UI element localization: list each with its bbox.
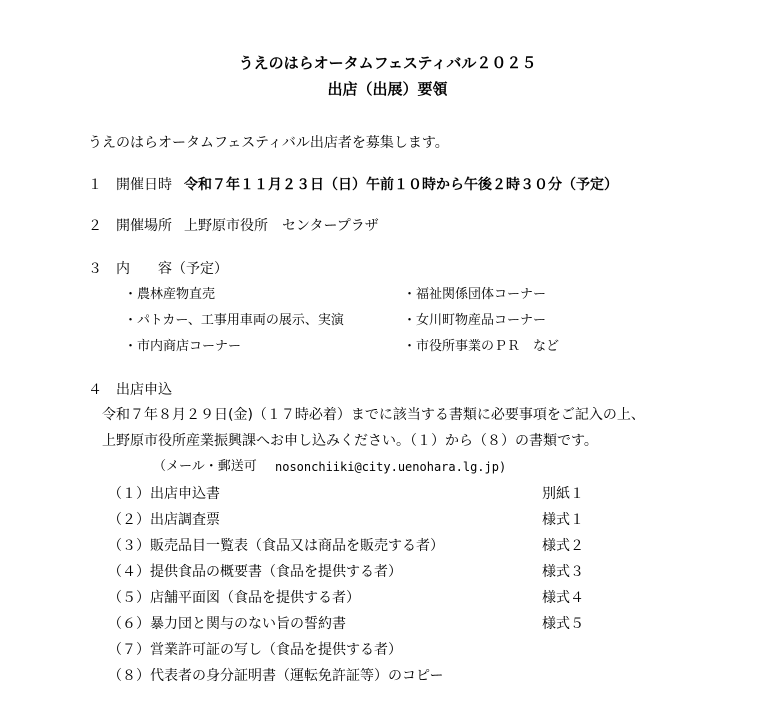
contact-prefix: （メール・郵送可 xyxy=(153,459,257,474)
section1-label: １ 開催日時 xyxy=(88,177,172,193)
document-list-item: （４）提供食品の概要書（食品を提供する者） xyxy=(108,564,402,580)
intro-text: うえのはらオータムフェスティバル出店者を募集します。 xyxy=(88,135,449,151)
section1-value: 令和７年１１月２３日（日）午前１０時から午後２時３０分（予定） xyxy=(184,177,618,193)
content-item: ・福祉関係団体コーナー xyxy=(403,287,547,302)
section2-value: 上野原市役所 センタープラザ xyxy=(184,218,379,234)
document-list-item: （８）代表者の身分証明書（運転免許証等）のコピー xyxy=(108,668,444,684)
document-list-item: （６）暴力団と関与のない旨の誓約書 xyxy=(108,616,346,632)
document-title: うえのはらオータムフェスティバル２０２５ xyxy=(238,54,537,72)
section4-heading: ４ 出店申込 xyxy=(88,382,172,398)
document-form-number: 様式１ xyxy=(542,512,584,528)
document-list-item: （７）営業許可証の写し（食品を提供する者） xyxy=(108,642,402,658)
document-form-number: 様式５ xyxy=(542,616,584,632)
content-item: ・農林産物直売 xyxy=(124,287,216,302)
content-item: ・市役所事業のＰＲ など xyxy=(403,339,560,354)
document-list-item: （３）販売品目一覧表（食品又は商品を販売する者） xyxy=(108,538,444,554)
content-item: ・パトカー、工事用車両の展示、実演 xyxy=(124,313,344,328)
document-subtitle: 出店（出展）要領 xyxy=(327,80,448,98)
document-form-number: 様式３ xyxy=(542,564,584,580)
document-list-item: （５）店舗平面図（食品を提供する者） xyxy=(108,590,360,606)
application-instructions-line1: 令和７年８月２９日(金)（１７時必着）までに該当する書類に必要事項をご記入の上、 xyxy=(102,407,645,423)
content-item: ・市内商店コーナー xyxy=(124,339,242,354)
document-list-item: （２）出店調査票 xyxy=(108,512,220,528)
application-instructions-line2: 上野原市役所産業振興課へお申し込みください。（１）から（８）の書類です。 xyxy=(102,433,598,449)
document-form-number: 別紙１ xyxy=(542,486,584,502)
document-list-item: （１）出店申込書 xyxy=(108,486,220,502)
contact-email: nosonchiiki@city.uenohara.lg.jp) xyxy=(275,460,507,474)
section2-label: ２ 開催場所 xyxy=(88,218,172,234)
document-form-number: 様式４ xyxy=(542,590,584,606)
content-item: ・女川町物産品コーナー xyxy=(403,313,547,328)
document-form-number: 様式２ xyxy=(542,538,584,554)
section3-heading: ３ 内 容（予定） xyxy=(88,261,228,277)
